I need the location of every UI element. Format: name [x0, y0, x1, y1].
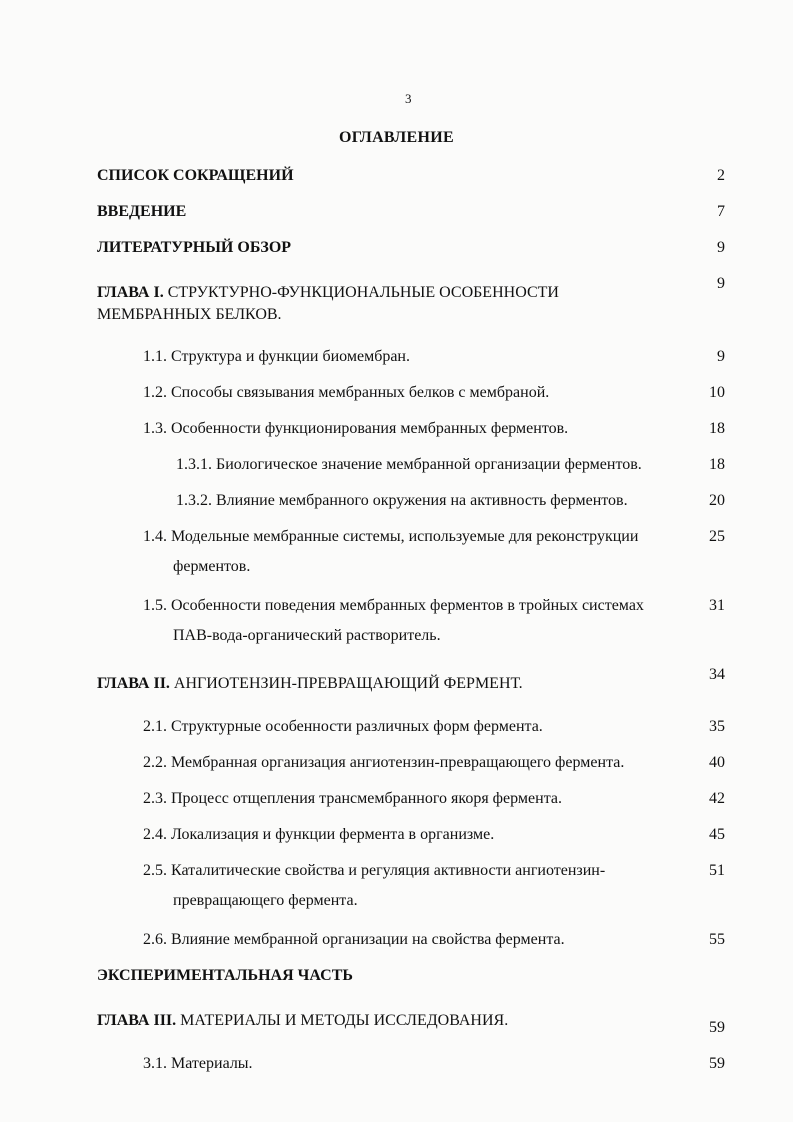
- toc-entry-label: 2.3. Процесс отщепления трансмембранного якоря фермента.: [143, 790, 562, 807]
- toc-entry-1-4[interactable]: [143, 526, 638, 578]
- toc-entry-label: 1.2. Способы связывания мембранных белков с мембраной.: [143, 384, 550, 401]
- toc-entry-3-1[interactable]: [143, 1053, 253, 1075]
- toc-entry-label: 1.3.1. Биологическое значение мембранной организации ферментов.: [176, 456, 642, 473]
- toc-page-2-1: 35: [709, 718, 725, 735]
- toc-entry-label: 2.1. Структурные особенности различных форм фермента.: [143, 718, 543, 735]
- toc-entry-label: ВВЕДЕНИЕ: [97, 203, 187, 220]
- toc-entry-label: СТРУКТУРНО-ФУНКЦИОНАЛЬНЫЕ ОСОБЕННОСТИ: [163, 284, 559, 301]
- toc-entry-2-6[interactable]: [143, 929, 565, 951]
- page-title: ОГЛАВЛЕНИЕ: [339, 129, 454, 146]
- toc-entry-label: 1.5. Особенности поведения мембранных ферментов в тройных системах: [143, 597, 644, 614]
- toc-page-chapter-1: 9: [717, 275, 725, 292]
- toc-entry-continuation: ферментов.: [173, 558, 251, 575]
- toc-entry-label: 2.5. Каталитические свойства и регуляция активности ангиотензин-: [143, 862, 606, 879]
- toc-page-1-3-1: 18: [709, 456, 725, 473]
- toc-entry-continuation: МЕМБРАННЫХ БЕЛКОВ.: [97, 306, 282, 323]
- toc-chapter-label: ГЛАВА III.: [97, 1012, 177, 1029]
- toc-entry-1-3-2[interactable]: [176, 490, 628, 512]
- toc-page-3-1: 59: [709, 1055, 725, 1072]
- toc-entry-label: АНГИОТЕНЗИН-ПРЕВРАЩАЮЩИЙ ФЕРМЕНТ.: [169, 675, 523, 692]
- toc-entry-2-4[interactable]: [143, 824, 494, 846]
- toc-entry-1-3-1[interactable]: [176, 454, 642, 476]
- toc-entry-label: 1.3. Особенности функционирования мембранных ферментов.: [143, 420, 569, 437]
- toc-entry-lit-review[interactable]: [97, 237, 291, 259]
- toc-page-abbreviations: 2: [717, 167, 725, 184]
- toc-entry-2-3[interactable]: [143, 788, 562, 810]
- toc-entry-chapter-3[interactable]: [97, 1010, 508, 1032]
- toc-page-1-2: 10: [709, 384, 725, 401]
- toc-entry-2-1[interactable]: [143, 716, 543, 738]
- toc-page-lit-review: 9: [717, 239, 725, 256]
- toc-entry-label: 1.1. Структура и функции биомембран.: [143, 348, 410, 365]
- toc-entry-continuation: ПАВ-вода-органический растворитель.: [173, 627, 441, 644]
- toc-page-1-3: 18: [709, 420, 725, 437]
- toc-entry-label: 2.2. Мембранная организация ангиотензин-превращающего фермента.: [143, 754, 625, 771]
- toc-page-1-4: 25: [709, 528, 725, 545]
- toc-page-2-5: 51: [709, 862, 725, 879]
- toc-entry-label: 2.6. Влияние мембранной организации на свойства фермента.: [143, 931, 565, 948]
- toc-page-1-5: 31: [709, 597, 725, 614]
- toc-entry-label: ЛИТЕРАТУРНЫЙ ОБЗОР: [97, 239, 292, 256]
- toc-entry-label: МАТЕРИАЛЫ И МЕТОДЫ ИССЛЕДОВАНИЯ.: [176, 1012, 509, 1029]
- toc-page-1-3-2: 20: [709, 492, 725, 509]
- toc-entry-chapter-1[interactable]: [97, 282, 677, 326]
- toc-page-2-3: 42: [709, 790, 725, 807]
- toc-entry-1-5[interactable]: [143, 595, 644, 647]
- toc-chapter-label: ГЛАВА I.: [97, 284, 164, 301]
- toc-entry-1-2[interactable]: [143, 382, 549, 404]
- toc-entry-2-5[interactable]: [143, 860, 605, 912]
- toc-page-1-1: 9: [717, 348, 725, 365]
- page-number: 3: [405, 91, 412, 106]
- toc-entry-label: ЭКСПЕРИМЕНТАЛЬНАЯ ЧАСТЬ: [97, 967, 353, 984]
- toc-chapter-label: ГЛАВА II.: [97, 675, 170, 692]
- toc-entry-label: 1.3.2. Влияние мембранного окружения на активность ферментов.: [176, 492, 628, 509]
- toc-page-intro: 7: [717, 203, 725, 220]
- toc-entry-2-2[interactable]: [143, 752, 624, 774]
- toc-page-2-4: 45: [709, 826, 725, 843]
- toc-entry-abbreviations[interactable]: [97, 165, 294, 187]
- toc-entry-label: 3.1. Материалы.: [143, 1055, 253, 1072]
- toc-entry-1-1[interactable]: [143, 346, 410, 368]
- toc-entry-label: 1.4. Модельные мембранные системы, используемые для реконструкции: [143, 528, 639, 545]
- toc-entry-chapter-2[interactable]: [97, 673, 523, 695]
- toc-entry-1-3[interactable]: [143, 418, 568, 440]
- toc-entry-intro[interactable]: [97, 201, 186, 223]
- toc-entry-label: 2.4. Локализация и функции фермента в организме.: [143, 826, 495, 843]
- toc-entry-continuation: превращающего фермента.: [173, 892, 358, 909]
- toc-page-2-2: 40: [709, 754, 725, 771]
- toc-page-chapter-2: 34: [709, 666, 725, 683]
- toc-page-2-6: 55: [709, 931, 725, 948]
- toc-page-chapter-3: 59: [709, 1019, 725, 1036]
- toc-entry-label: СПИСОК СОКРАЩЕНИЙ: [97, 167, 294, 184]
- toc-entry-experimental-part[interactable]: [97, 965, 353, 987]
